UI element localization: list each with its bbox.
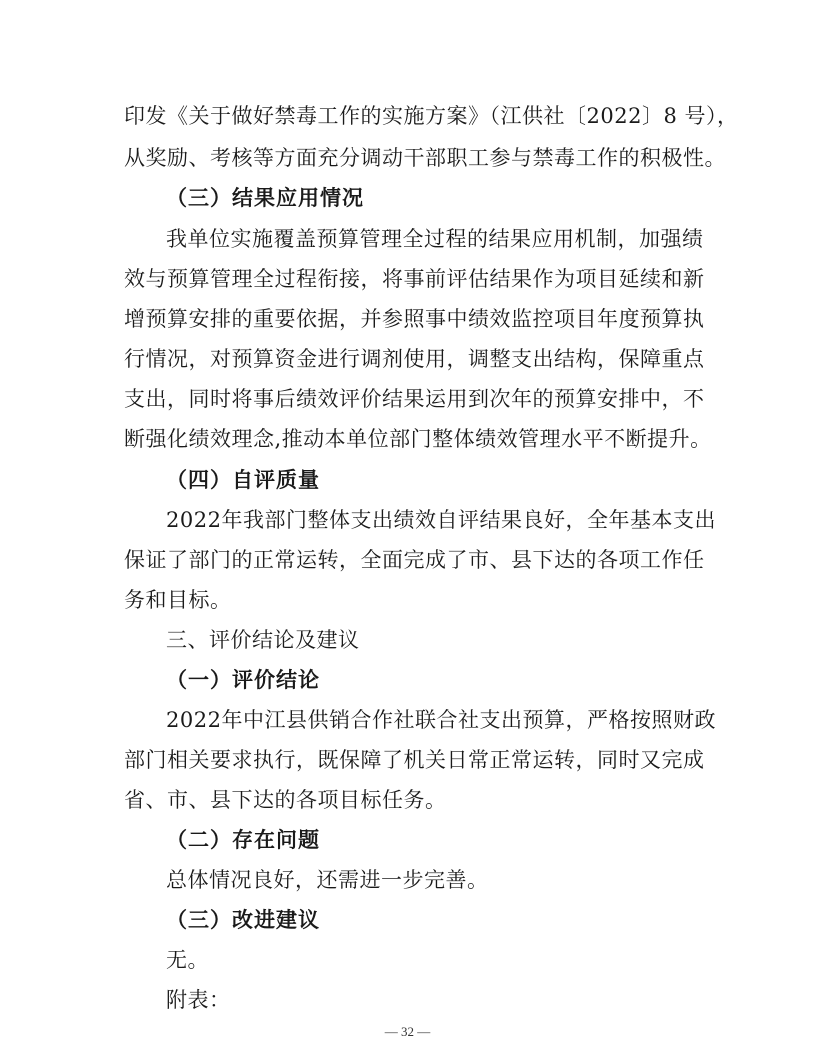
section-heading: （一）评价结论 [166,668,320,692]
page-number: — 32 — [384,1024,431,1039]
appendix-label: 附表： [166,988,231,1012]
section-heading: （四）自评质量 [166,468,320,492]
paragraph-line: 务和目标。 [124,588,232,612]
section-heading: （三）改进建议 [166,908,320,932]
paragraph-line: 2022年我部门整体支出绩效自评结果良好，全年基本支出 [166,508,716,532]
paragraph-line: 断强化绩效理念,推动本单位部门整体绩效管理水平不断提升。 [124,427,712,451]
chapter-heading: 三、评价结论及建议 [166,628,360,652]
paragraph-line: 支出，同时将事后绩效评价结果运用到次年的预算安排中，不 [124,387,705,411]
paragraph-line: 部门相关要求执行，既保障了机关日常正常运转，同时又完成 [124,748,705,772]
paragraph-line: 行情况，对预算资金进行调剂使用，调整支出结构，保障重点 [124,347,705,371]
paragraph-line: 保证了部门的正常运转，全面完成了市、县下达的各项工作任 [124,548,705,572]
paragraph-line: 我单位实施覆盖预算管理全过程的结果应用机制，加强绩 [166,227,704,251]
paragraph-line: 总体情况良好，还需进一步完善。 [166,868,489,892]
section-heading: （二）存在问题 [166,828,320,852]
paragraph-line: 效与预算管理全过程衔接，将事前评估结果作为项目延续和新 [124,267,705,291]
section-heading: （三）结果应用情况 [166,186,364,210]
paragraph-line: 从奖励、考核等方面充分调动干部职工参与禁毒工作的积极性。 [124,146,726,170]
paragraph-line: 省、市、县下达的各项目标任务。 [124,788,447,812]
paragraph-line: 2022年中江县供销合作社联合社支出预算，严格按照财政 [166,708,716,732]
paragraph-line: 增预算安排的重要依据，并参照事中绩效监控项目年度预算执 [124,307,705,331]
paragraph-line: 无。 [166,948,209,972]
paragraph-line: 印发《关于做好禁毒工作的实施方案》（江供社〔2022〕8 号）， [124,104,739,128]
